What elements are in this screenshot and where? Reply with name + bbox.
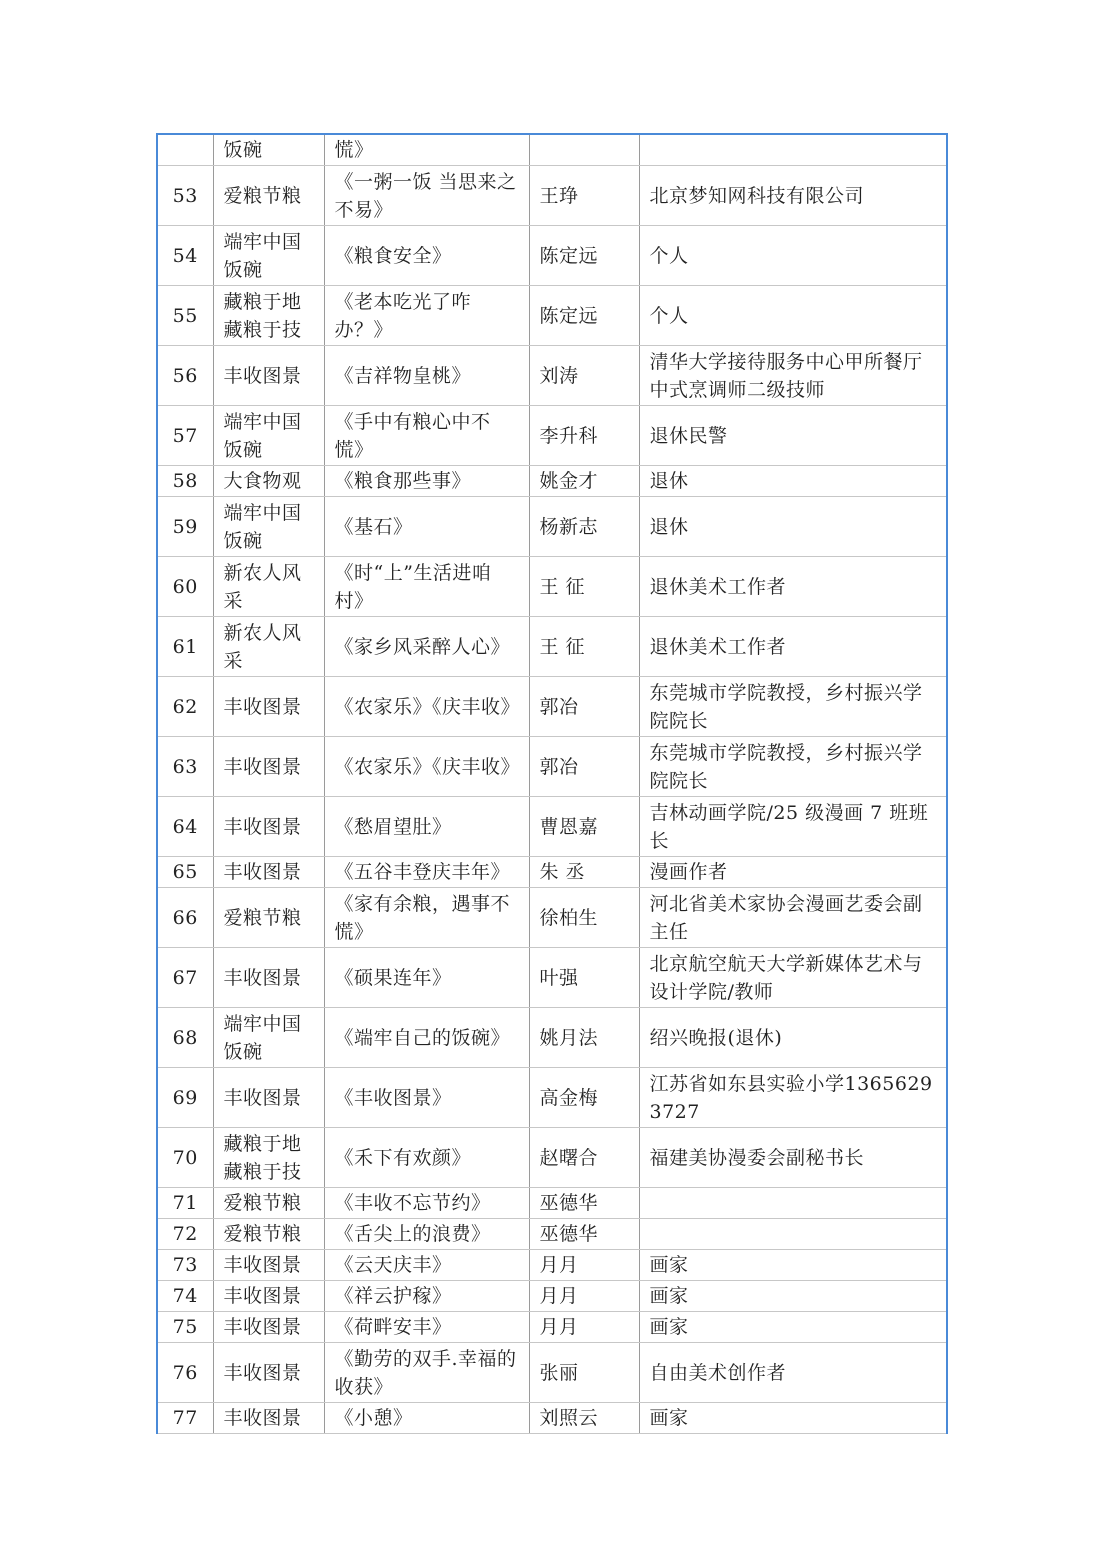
cell-category: 丰收图景 [213, 737, 324, 797]
cell-title: 《老本吃光了咋办？》 [324, 286, 529, 346]
cell-author: 姚月法 [529, 1008, 639, 1068]
cell-unit [639, 1188, 947, 1219]
cell-author: 陈定远 [529, 226, 639, 286]
cell-category: 丰收图景 [213, 1312, 324, 1343]
cell-author: 郭冶 [529, 737, 639, 797]
cell-author: 巫德华 [529, 1219, 639, 1250]
cell-number: 77 [157, 1403, 213, 1434]
cell-unit: 江苏省如东县实验小学13656293727 [639, 1068, 947, 1128]
cell-title: 《荷畔安丰》 [324, 1312, 529, 1343]
cell-number: 53 [157, 166, 213, 226]
cell-title: 《时“上”生活进咱村》 [324, 557, 529, 617]
cell-number: 76 [157, 1343, 213, 1403]
table-row [157, 1312, 947, 1343]
cell-author: 刘涛 [529, 346, 639, 406]
table-row [157, 466, 947, 497]
cell-unit: 画家 [639, 1250, 947, 1281]
cell-unit: 吉林动画学院/25 级漫画 7 班班长 [639, 797, 947, 857]
cell-title: 《农家乐》《庆丰收》 [324, 677, 529, 737]
cell-author [529, 134, 639, 166]
cell-number: 58 [157, 466, 213, 497]
cell-number: 57 [157, 406, 213, 466]
cell-unit: 退休 [639, 497, 947, 557]
cell-unit [639, 134, 947, 166]
cell-title: 《勤劳的双手.幸福的收获》 [324, 1343, 529, 1403]
cell-title: 《家有余粮，遇事不慌》 [324, 888, 529, 948]
cell-number: 70 [157, 1128, 213, 1188]
cell-category: 丰收图景 [213, 797, 324, 857]
cell-title: 《云天庆丰》 [324, 1250, 529, 1281]
document-page [156, 133, 946, 1434]
cell-number: 69 [157, 1068, 213, 1128]
cell-title: 《手中有粮心中不慌》 [324, 406, 529, 466]
cell-unit: 北京梦知网科技有限公司 [639, 166, 947, 226]
cell-category: 丰收图景 [213, 677, 324, 737]
cell-number: 65 [157, 857, 213, 888]
cell-unit: 绍兴晚报(退休) [639, 1008, 947, 1068]
table-row [157, 1250, 947, 1281]
cell-category: 丰收图景 [213, 1250, 324, 1281]
cell-number: 60 [157, 557, 213, 617]
cell-category: 丰收图景 [213, 1343, 324, 1403]
cell-author: 高金梅 [529, 1068, 639, 1128]
table-row [157, 1188, 947, 1219]
cell-number: 63 [157, 737, 213, 797]
cell-title: 《五谷丰登庆丰年》 [324, 857, 529, 888]
cell-category: 丰收图景 [213, 948, 324, 1008]
cell-unit: 退休民警 [639, 406, 947, 466]
cell-number: 71 [157, 1188, 213, 1219]
cell-unit: 自由美术创作者 [639, 1343, 947, 1403]
cell-title: 《硕果连年》 [324, 948, 529, 1008]
cell-number: 75 [157, 1312, 213, 1343]
table-row [157, 1068, 947, 1128]
cell-unit: 个人 [639, 226, 947, 286]
cell-unit: 漫画作者 [639, 857, 947, 888]
table-row [157, 617, 947, 677]
cell-unit: 北京航空航天大学新媒体艺术与设计学院/教师 [639, 948, 947, 1008]
cell-category: 丰收图景 [213, 1281, 324, 1312]
table-row [157, 226, 947, 286]
cell-author: 朱 丞 [529, 857, 639, 888]
cell-author: 叶强 [529, 948, 639, 1008]
cell-number [157, 134, 213, 166]
cell-category: 端牢中国饭碗 [213, 406, 324, 466]
table-row [157, 346, 947, 406]
cell-category: 爱粮节粮 [213, 1219, 324, 1250]
table-row [157, 1343, 947, 1403]
table-row [157, 857, 947, 888]
table-row [157, 1403, 947, 1434]
cell-number: 55 [157, 286, 213, 346]
cell-author: 巫德华 [529, 1188, 639, 1219]
cell-title: 慌》 [324, 134, 529, 166]
cell-author: 王琤 [529, 166, 639, 226]
cell-author: 杨新志 [529, 497, 639, 557]
cell-category: 大食物观 [213, 466, 324, 497]
cell-unit [639, 1219, 947, 1250]
cell-category: 丰收图景 [213, 857, 324, 888]
cell-unit: 河北省美术家协会漫画艺委会副主任 [639, 888, 947, 948]
cell-category: 端牢中国饭碗 [213, 1008, 324, 1068]
table-row [157, 134, 947, 166]
cell-number: 72 [157, 1219, 213, 1250]
cell-category: 丰收图景 [213, 346, 324, 406]
cell-unit: 福建美协漫委会副秘书长 [639, 1128, 947, 1188]
table-row [157, 677, 947, 737]
table-row [157, 1008, 947, 1068]
cell-title: 《祥云护稼》 [324, 1281, 529, 1312]
cell-unit: 退休美术工作者 [639, 557, 947, 617]
cell-author: 赵曙合 [529, 1128, 639, 1188]
cell-category: 藏粮于地藏粮于技 [213, 286, 324, 346]
cell-number: 67 [157, 948, 213, 1008]
table-row [157, 737, 947, 797]
cell-category: 饭碗 [213, 134, 324, 166]
table-row [157, 286, 947, 346]
cell-category: 丰收图景 [213, 1403, 324, 1434]
cell-number: 68 [157, 1008, 213, 1068]
cell-title: 《丰收图景》 [324, 1068, 529, 1128]
cell-category: 爱粮节粮 [213, 888, 324, 948]
cell-number: 61 [157, 617, 213, 677]
table-row [157, 557, 947, 617]
cell-title: 《端牢自己的饭碗》 [324, 1008, 529, 1068]
cell-title: 《一粥一饭 当思来之不易》 [324, 166, 529, 226]
table-row [157, 1219, 947, 1250]
cell-title: 《粮食那些事》 [324, 466, 529, 497]
cell-category: 丰收图景 [213, 1068, 324, 1128]
cell-unit: 画家 [639, 1403, 947, 1434]
cell-unit: 退休 [639, 466, 947, 497]
cell-unit: 画家 [639, 1312, 947, 1343]
cell-title: 《农家乐》《庆丰收》 [324, 737, 529, 797]
table-row [157, 948, 947, 1008]
cell-category: 端牢中国饭碗 [213, 497, 324, 557]
cell-title: 《丰收不忘节约》 [324, 1188, 529, 1219]
cell-author: 王 征 [529, 557, 639, 617]
cell-title: 《愁眉望肚》 [324, 797, 529, 857]
cell-author: 陈定远 [529, 286, 639, 346]
table-row [157, 1281, 947, 1312]
cell-title: 《舌尖上的浪费》 [324, 1219, 529, 1250]
cell-unit: 画家 [639, 1281, 947, 1312]
cell-number: 62 [157, 677, 213, 737]
cell-unit: 退休美术工作者 [639, 617, 947, 677]
cell-author: 曹恩嘉 [529, 797, 639, 857]
cell-author: 徐柏生 [529, 888, 639, 948]
table-row [157, 797, 947, 857]
cell-author: 李升科 [529, 406, 639, 466]
cell-author: 王 征 [529, 617, 639, 677]
cell-author: 姚金才 [529, 466, 639, 497]
table-row [157, 1128, 947, 1188]
cell-number: 56 [157, 346, 213, 406]
cell-category: 藏粮于地藏粮于技 [213, 1128, 324, 1188]
cell-title: 《家乡风采醉人心》 [324, 617, 529, 677]
entries-table [156, 133, 948, 1434]
cell-unit: 东莞城市学院教授，乡村振兴学院院长 [639, 737, 947, 797]
cell-number: 73 [157, 1250, 213, 1281]
cell-title: 《基石》 [324, 497, 529, 557]
cell-author: 月月 [529, 1312, 639, 1343]
table-row [157, 166, 947, 226]
cell-author: 郭冶 [529, 677, 639, 737]
cell-author: 月月 [529, 1281, 639, 1312]
cell-title: 《吉祥物皇桃》 [324, 346, 529, 406]
table-row [157, 497, 947, 557]
cell-number: 64 [157, 797, 213, 857]
cell-category: 新农人风采 [213, 617, 324, 677]
cell-category: 新农人风采 [213, 557, 324, 617]
cell-author: 张丽 [529, 1343, 639, 1403]
cell-unit: 个人 [639, 286, 947, 346]
cell-title: 《粮食安全》 [324, 226, 529, 286]
cell-title: 《禾下有欢颜》 [324, 1128, 529, 1188]
cell-number: 66 [157, 888, 213, 948]
cell-author: 刘照云 [529, 1403, 639, 1434]
table-row [157, 888, 947, 948]
table-row [157, 406, 947, 466]
cell-unit: 清华大学接待服务中心甲所餐厅中式烹调师二级技师 [639, 346, 947, 406]
cell-number: 59 [157, 497, 213, 557]
cell-category: 爱粮节粮 [213, 166, 324, 226]
cell-title: 《小憩》 [324, 1403, 529, 1434]
cell-unit: 东莞城市学院教授，乡村振兴学院院长 [639, 677, 947, 737]
cell-category: 端牢中国饭碗 [213, 226, 324, 286]
cell-number: 54 [157, 226, 213, 286]
cell-author: 月月 [529, 1250, 639, 1281]
cell-number: 74 [157, 1281, 213, 1312]
cell-category: 爱粮节粮 [213, 1188, 324, 1219]
